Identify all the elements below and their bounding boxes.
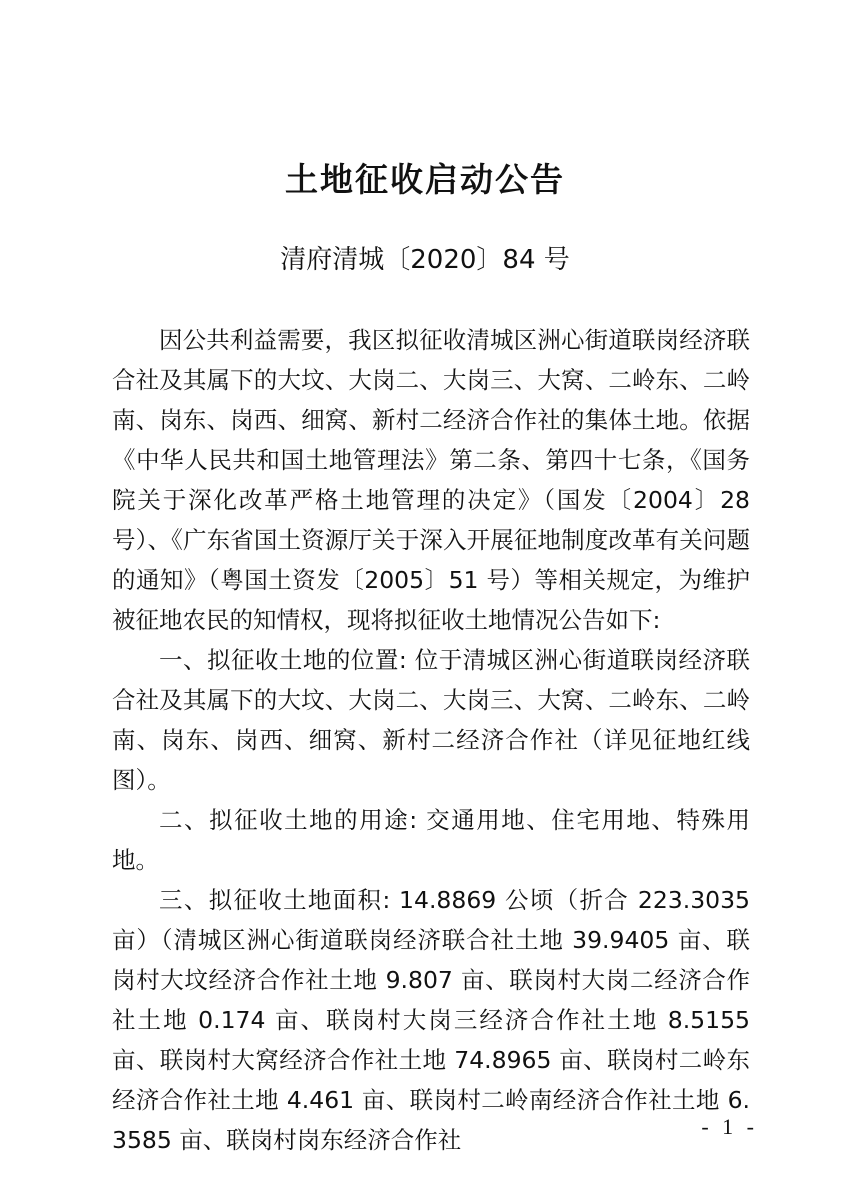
body-paragraph-location: 一、拟征收土地的位置: 位于清城区洲心街道联岗经济联合社及其属下的大坟、大岗二、大岗三、大窝、二岭东、二岭南、岗东、岗西、细窝、新村二经济合作社（详见征地红线图）。 (112, 646, 750, 794)
document-number: 清府清城〔2020〕84 号 (280, 245, 570, 275)
body-paragraph-usage: 二、拟征收土地的用途: 交通用地、住宅用地、特殊用地。 (112, 806, 750, 874)
document-body (112, 320, 750, 1160)
document-title: 土地征收启动公告 (285, 160, 565, 199)
body-paragraph-intro: 因公共利益需要，我区拟征收清城区洲心街道联岗经济联合社及其属下的大坟、大岗二、大岗三、大窝、二岭东、二岭南、岗东、岗西、细窝、新村二经济合作社的集体土地。依据《中华人民共和国土地管理法》第二条、第四十七条，《国务院关于深化改革严格土地管理的决定》（国发〔2004〕28 号）、《广东省国土资源厅关于深入开展征地制度改革有关问题的通知》（粤国土资发〔2005〕51 号）等相关规定，为维护被征地农民的知情权，现将拟征收土地情况公告如下: (112, 326, 750, 634)
body-paragraph-area: 三、拟征收土地面积: 14.8869 公顷（折合 223.3035 亩）（清城区洲心街道联岗经济联合社土地 39.9405 亩、联岗村大坟经济合作社土地 9.807 亩、联岗村大岗二经济合作社土地 0.174 亩、联岗村大岗三经济合作社土地 8.5155 亩、联岗村大窝经济合作社土地 74.8965 亩、联岗村二岭东经济合作社土地 4.461 亩、联岗村二岭南经济合作社土地 6.3585 亩、联岗村岗东经济合作社 (112, 886, 750, 1154)
page-number: - 1 - (701, 1114, 758, 1139)
